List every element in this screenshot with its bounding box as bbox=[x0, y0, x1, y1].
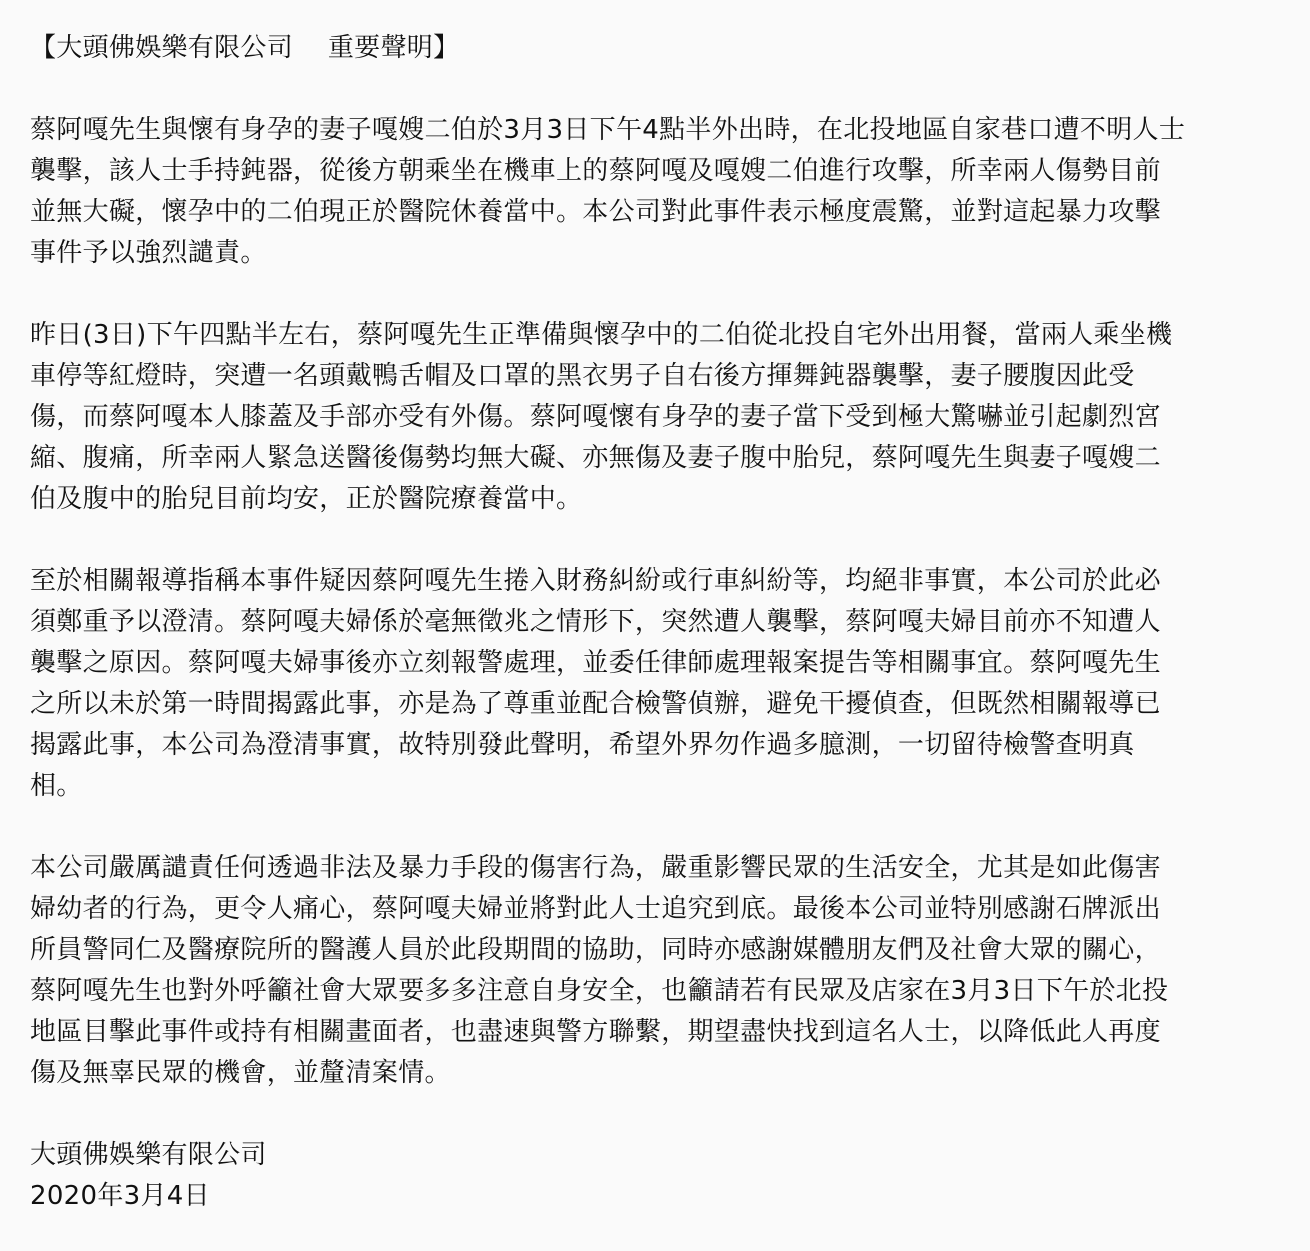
paragraph-3 bbox=[30, 561, 1250, 807]
paragraph-line: 昨日(3日)下午四點半左右，蔡阿嘎先生正準備與懷孕中的二伯從北投自宅外出用餐，當兩人乘坐機 bbox=[30, 320, 1173, 350]
paragraph-line: 傷及無辜民眾的機會，並釐清案情。 bbox=[30, 1058, 451, 1088]
paragraph-4 bbox=[30, 848, 1250, 1094]
paragraph-line: 蔡阿嘎先生與懷有身孕的妻子嘎嫂二伯於3月3日下午4點半外出時，在北投地區自家巷口遭不明人士 bbox=[30, 115, 1186, 145]
paragraph-line: 相。 bbox=[30, 771, 83, 801]
paragraph-line: 襲擊之原因。蔡阿嘎夫婦事後亦立刻報警處理，並委任律師處理報案提告等相關事宜。蔡阿嘎先生 bbox=[30, 648, 1161, 678]
paragraph-line: 蔡阿嘎先生也對外呼籲社會大眾要多多注意自身安全，也籲請若有民眾及店家在3月3日下午於北投 bbox=[30, 976, 1169, 1006]
signature-block bbox=[30, 1135, 1250, 1217]
paragraph-line: 婦幼者的行為，更令人痛心，蔡阿嘎夫婦並將對此人士追究到底。最後本公司並特別感謝石牌派出 bbox=[30, 894, 1161, 924]
signature-date: 2020年3月4日 bbox=[30, 1181, 210, 1211]
paragraph-line: 本公司嚴厲譴責任何透過非法及暴力手段的傷害行為，嚴重影響民眾的生活安全，尤其是如此傷害 bbox=[30, 853, 1161, 883]
paragraph-1 bbox=[30, 110, 1250, 274]
paragraph-line: 襲擊，該人士手持鈍器，從後方朝乘坐在機車上的蔡阿嘎及嘎嫂二伯進行攻擊，所幸兩人傷勢目前 bbox=[30, 156, 1161, 186]
paragraph-line: 須鄭重予以澄清。蔡阿嘎夫婦係於毫無徵兆之情形下，突然遭人襲擊，蔡阿嘎夫婦目前亦不知遭人 bbox=[30, 607, 1161, 637]
paragraph-line: 揭露此事，本公司為澄清事實，故特別發此聲明，希望外界勿作過多臆測，一切留待檢警查明真 bbox=[30, 730, 1135, 760]
signature-company: 大頭佛娛樂有限公司 bbox=[30, 1140, 267, 1170]
paragraph-line: 縮、腹痛，所幸兩人緊急送醫後傷勢均無大礙、亦無傷及妻子腹中胎兒，蔡阿嘎先生與妻子嘎嫂二 bbox=[30, 443, 1161, 473]
paragraph-line: 所員警同仁及醫療院所的醫護人員於此段期間的協助，同時亦感謝媒體朋友們及社會大眾的關心， bbox=[30, 935, 1161, 965]
paragraph-line: 傷，而蔡阿嘎本人膝蓋及手部亦受有外傷。蔡阿嘎懷有身孕的妻子當下受到極大驚嚇並引起劇烈宮 bbox=[30, 402, 1161, 432]
paragraph-line: 並無大礙，懷孕中的二伯現正於醫院休養當中。本公司對此事件表示極度震驚，並對這起暴力攻擊 bbox=[30, 197, 1161, 227]
paragraph-line: 之所以未於第一時間揭露此事，亦是為了尊重並配合檢警偵辦，避免干擾偵查，但既然相關報導已 bbox=[30, 689, 1161, 719]
paragraph-line: 地區目擊此事件或持有相關畫面者，也盡速與警方聯繫，期望盡快找到這名人士，以降低此人再度 bbox=[30, 1017, 1161, 1047]
paragraph-line: 至於相關報導指稱本事件疑因蔡阿嘎先生捲入財務糾紛或行車糾紛等，均絕非事實，本公司於此必 bbox=[30, 566, 1161, 596]
paragraph-line: 車停等紅燈時，突遭一名頭戴鴨舌帽及口罩的黑衣男子自右後方揮舞鈍器襲擊，妻子腰腹因此受 bbox=[30, 361, 1135, 391]
paragraph-line: 事件予以強烈譴責。 bbox=[30, 238, 267, 268]
paragraph-line: 伯及腹中的胎兒目前均安，正於醫院療養當中。 bbox=[30, 484, 583, 514]
statement-title: 【大頭佛娛樂有限公司 重要聲明】 bbox=[30, 33, 460, 63]
paragraph-2 bbox=[30, 315, 1250, 520]
